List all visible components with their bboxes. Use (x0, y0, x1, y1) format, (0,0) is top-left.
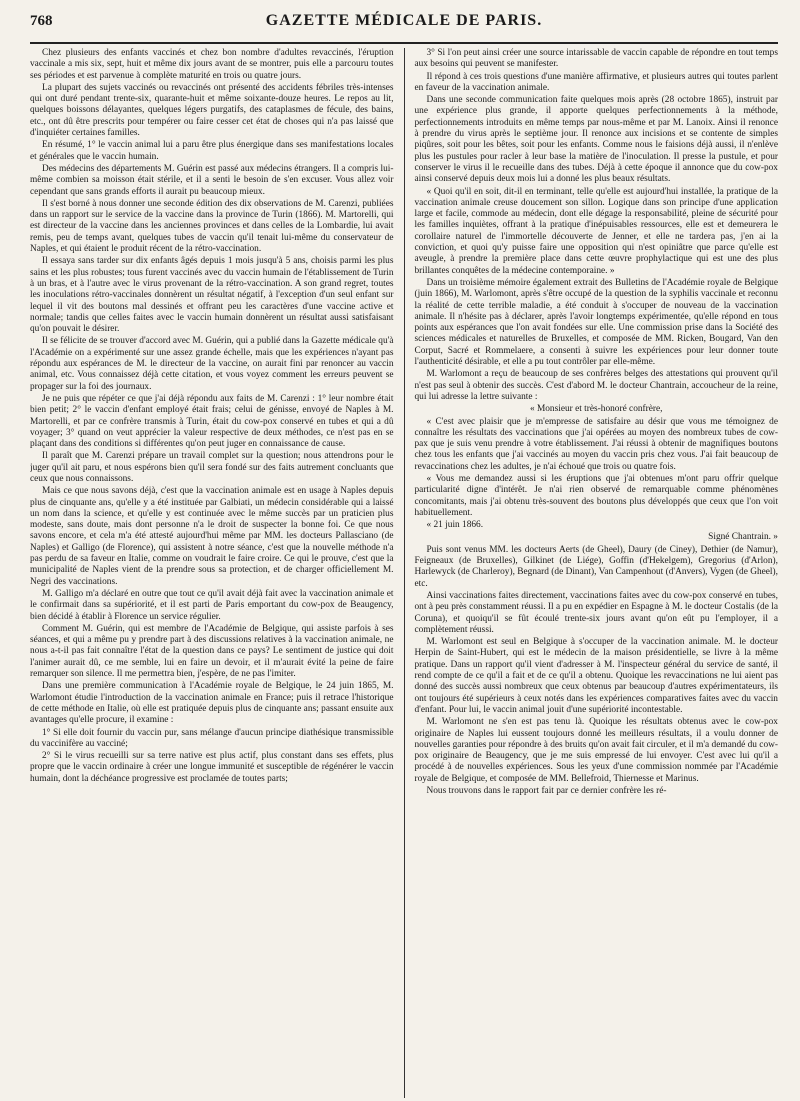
left-paragraph: 1° Si elle doit fournir du vaccin pur, sans mélange d'aucun principe diathésique transmissible du vaccinifère au vacciné; (30, 727, 394, 749)
left-paragraph: En résumé, 1° le vaccin animal lui a paru être plus énergique dans ses manifestations locales et générales que le vaccin humain. (30, 140, 394, 162)
column-divider (404, 48, 405, 1098)
text-columns (30, 48, 778, 1098)
left-paragraph: Il s'est borné à nous donner une seconde édition des dix observations de M. Carenzi, publiées dans un rapport sur le service de la vaccine dans la province de Turin (1866). M. Martorelli, qui est directeur de la vaccine dans les anciennes provinces et dans celles de la Lombardie, lui avait remis, peu de temps avant, quelques tubes de vaccin qu'il tenait lui-même du conservateur de Naples, et qui étaient le produit récent de la rétro-vaccination. (30, 198, 394, 255)
right-column (414, 48, 778, 1098)
right-paragraph: « Monsieur et très-honoré confrère, (529, 404, 663, 415)
left-paragraph: Chez plusieurs des enfants vaccinés et chez bon nombre d'adultes revaccinés, l'éruption vaccinale a mis six, sept, huit et même dix jours avant de se montrer, puis elle a parcouru toutes ses périodes et est parvenue à complète maturité en trois ou quatre jours. (30, 48, 394, 81)
left-paragraph: Comment M. Guérin, qui est membre de l'Académie de Belgique, qui assiste parfois à ses séances, et qui a même pu y prendre part à des discussions relatives à la vaccination animale, ne nous a-t-il pas fait connaître l'état de la question dans ce pays? Le sentiment de justice qui doit l'animer aurait dû, ce me semble, lui en faire un devoir, et il m'aurait évité la peine de faire remarquer son silence. Il me permettra bien, j'espère, de ne pas l'imiter. (30, 623, 394, 680)
left-paragraph: Je ne puis que répéter ce que j'ai déjà répondu aux faits de M. Carenzi : 1° leur nombre était bien petit; 2° le vaccin d'enfant employé était frais; celui de génisse, envoyé de Naples à M. Martorelli, et par ce confrère transmis à Turin, était du cow-pox conservé en tubes et qui a dû voyager; 3° quand on veut apprécier la valeur respective de deux méthodes, ce n'est pas en se plaçant dans des conditions si différentes qu'on peut juger en connaissance de cause. (30, 393, 394, 450)
right-paragraph: « 21 juin 1866. (426, 520, 484, 531)
left-paragraph: M. Galligo m'a déclaré en outre que tout ce qu'il avait déjà fait avec la vaccination animale et le confirmait dans sa supériorité, et il est parti de Paris emportant du cow-pox de Beaugency, bien décidé à établir à Florence un service régulier. (30, 588, 394, 622)
right-paragraph: Nous trouvons dans le rapport fait par ce dernier confrère les ré- (426, 786, 667, 796)
right-paragraph: Dans une seconde communication faite quelques mois après (28 octobre 1865), instruit par une expérience plus grande, il apporte quelques perfectionnements à la méthode, perfectionnements introduits en même temps par nous-même et par M. Lanoix. Ainsi il renonce à prendre du virus après le septième jour. Il renonce aux incisions et se contente de simples piqûres, soit pour les bêtes, soit pour les enfants. Comme nous le faisions déjà aussi, il n'enlève plus les pustules pour racler à leur base la matière de l'inoculation. Il presse la pustule, et pour conserver le virus il le recueille dans des tubes. Déjà à cette époque il annonce que du cow-pox ainsi conservé depuis deux mois lui a donné les plus beaux résultats. (414, 95, 778, 185)
left-paragraph: Il essaya sans tarder sur dix enfants âgés depuis 1 mois jusqu'à 5 ans, choisis parmi les plus sains et les plus robustes; tous furent vaccinés avec du vaccin humain de l'établissement de Turin à un bras, et à l'autre avec le virus provenant de la rétro-vaccination. A son grand regret, toutes les inoculations rétro-vaccinales donnèrent un résultat négatif, à l'exception d'un seul enfant sur lequel il vit des boutons mal dessinés et offrant peu les caractères d'une vaccine active et normale; tandis que celles faites avec le vaccin humain donnèrent un résultat aussi satisfaisant qu'on pouvait le désirer. (30, 256, 394, 335)
right-paragraph: Il répond à ces trois questions d'une manière affirmative, et plusieurs autres qui toutes parlent en faveur de la vaccination animale. (414, 71, 778, 93)
right-paragraph: Signé Chantrain. » (708, 532, 778, 543)
left-column (30, 48, 394, 1098)
right-paragraph: « C'est avec plaisir que je m'empresse de satisfaire au désir que vous me témoignez de connaître les résultats des vaccinations que j'ai opérées au moyen des nombreux tubes de cow-pax que je suis venu prendre à votre établissement. J'ai réussi à obtenir de magnifiques boutons chez tous les enfants que j'ai vaccinés au moyen du vaccin pris chez vous. J'ai fait beaucoup de revaccinations chez les adultes, je n'ai échoué que trois ou quatre fois. (414, 416, 778, 472)
left-paragraph: 2° Si le virus recueilli sur sa terre native est plus actif, plus constant dans ses effets, plus propre que le vaccin ordinaire à créer une longue immunité et susceptible de régénérer le vaccin humain, dont la déchéance progressive est proclamée de toutes parts; (30, 751, 394, 784)
left-paragraph: La plupart des sujets vaccinés ou revaccinés ont présenté des accidents fébriles très-intenses qui ont duré pendant trente-six, quarante-huit et même soixante-douze heures. Le repos au lit, quelques boissons délayantes, quelques légers purgatifs, des cataplasmes de fécule, des bains, etc., ont dû être prescrits pour tempérer ou faire cesser cet état de choses qui n'a pas laissé que d'inquiéter certaines familles. (30, 82, 394, 139)
right-paragraph: M. Warlomont ne s'en est pas tenu là. Quoique les résultats obtenus avec le cow-pox originaire de Naples lui eussent toujours donné les meilleurs résultats, il a voulu donner de nouvelles garanties pour répondre à des bruits qu'on avait fait circuler, et il m'a demandé du cow-pox originaire de Beaugency, que je me suis empressé de lui envoyer. C'est avec lui qu'il a procédé à de nouvelles expériences. Sous les yeux d'une commission nommée par l'Académie royale de Belgique, et composée de MM. Bellefroid, Thiernesse et Marinus. (414, 717, 778, 784)
right-paragraph: Dans un troisième mémoire également extrait des Bulletins de l'Académie royale de Belgique (juin 1866), M. Warlomont, après s'être occupé de la question de la syphilis vaccinale et reconnu la réalité de cette terrible maladie, a été conduit à s'occuper de nouveau de la vaccination animale. Il n'hésite pas à déclarer, après l'avoir longtemps expérimentée, qu'elle répond en tous points aux espérances que l'on avait fondées sur elle. Une commission prise dans la Société des sciences médicales et naturelles de Bruxelles, et composée de MM. Ricken, Bougard, Van den Corput, Sacré et Rommelaere, a consenti à suivre les expériences pour leur donner toute l'authenticité désirable, et elle a pu tout contrôler par elle-même. (414, 277, 778, 368)
left-paragraph: Il se félicite de se trouver d'accord avec M. Guérin, qui a publié dans la Gazette médicale qu'à l'Académie on a expérimenté sur une assez grande échelle, mais que les expériences n'ayant pas répondu aux espérances de M. le directeur de la vaccine, on aurait fini par renoncer au vaccin animal, etc. Vous connaissez déjà cette citation, et vous voyez comment les erreurs peuvent se propager sur la foi des journaux. (30, 336, 394, 392)
left-paragraph: Des médecins des départements M. Guérin est passé aux médecins étrangers. Il a compris lui-même combien sa moisson était stérile, et il a senti le besoin de s'en excuser. Vous allez voir cependant que sans grands efforts il aurait pu beaucoup mieux. (30, 163, 394, 197)
right-paragraph: Puis sont venus MM. les docteurs Aerts (de Gheel), Daury (de Ciney), Dethier (de Namur), Feigneaux (de Bruxelles), Gilkinet (de Liége), Goffin (d'Hekelgem), Gregorius (d'Arlon), Harlewyck (de Charleroy), Begnard (de Dinant), Van Campenhout (d'Anvers), Vygen (de Gheel), etc. (414, 544, 778, 589)
right-paragraph: M. Warlomont est seul en Belgique à s'occuper de la vaccination animale. M. le docteur Herpin de Saint-Hubert, qui est le médecin de la maison présidentielle, se livre à la même pratique. Dans un rapport qu'il vient d'adresser à M. l'inspecteur général du service de santé, il rend compte de ce qu'il a fait et de ce qu'il a obtenu. Quoique les revaccinations ne lui aient pas donné des succès aussi nombreux que ceux obtenus par beaucoup d'autres expérimentateurs, ils ont toujours été supérieurs à ceux notés dans les expériences comparatives faites avec du vaccin d'enfant. Pour lui, le vaccin animal jouit d'une supériorité incontestable. (414, 637, 778, 715)
left-paragraph: Dans une première communication à l'Académie royale de Belgique, le 24 juin 1865, M. Warlomont étudie l'introduction de la vaccination animale en France; puis il retrace l'historique de cette méthode en Italie, où elle est pratiquée depuis plus de cinquante ans; passant ensuite aux avantages qu'elle procure, il examine : (30, 681, 394, 726)
page-number: 768 (30, 13, 53, 29)
journal-title: GAZETTE MÉDICALE DE PARIS. (265, 12, 543, 29)
left-paragraph: Il paraît que M. Carenzi prépare un travail complet sur la question; nous attendrons pour le juger qu'il ait paru, et nous espérons bien qu'il sera fondé sur des faits autrement concluants que ceux que nous connaissons. (30, 451, 394, 484)
right-paragraph: 3° Si l'on peut ainsi créer une source intarissable de vaccin capable de répondre en tout temps aux besoins qui peuvent se manifester. (414, 48, 778, 70)
left-paragraph: Mais ce que nous savons déjà, c'est que la vaccination animale est en usage à Naples depuis plus de cinquante ans, qu'elle y a été instituée par Galbiati, un médecin considérable qui a laissé un nom dans la science, et qu'elle y est continuée avec le même succès par un praticien plus modeste, sans doute, mais dont personne n'a le droit de suspecter la bonne foi. Ce que nous savons encore, et cela m'a été attesté aujourd'hui même par MM. les docteurs Pallasciano (de Naples) et Galligo (de Florence), qui assistent à notre séance, c'est que la nouvelle méthode n'a pas perdu de sa faveur en Italie, comme on voudrait le faire croire. Ce qui le prouve, c'est que la municipalité de Naples vient de la prendre sous sa protection, et de charger officiellement M. Negri des vaccinations. (30, 486, 394, 587)
right-paragraph: M. Warlomont a reçu de beaucoup de ses confrères belges des attestations qui prouvent qu'il n'est pas seul à obtenir des succès. C'est d'abord M. le docteur Chantrain, accoucheur de la reine, qui lui adresse la lettre suivante : (414, 369, 778, 402)
right-paragraph: « Vous me demandez aussi si les éruptions que j'ai obtenues m'ont paru offrir quelque particularité digne d'intérêt. Je n'ai rien observé de remarquable comme phénomènes concomitants, mais j'ai obtenu très-souvent des boutons plus développés que ceux que l'on voit habituellement. (414, 473, 778, 518)
page-header (30, 12, 778, 44)
right-paragraph: « Quoi qu'il en soit, dit-il en terminant, telle qu'elle est aujourd'hui installée, la pratique de la vaccination animale creuse doucement son sillon. Logique dans son principe d'une application large et facile, commode au médecin, dont elle dégage la responsabilité, pleine de sécurité pour les familles inquiètes, offrant à la pratique d'inépuisables ressources, elle est et demeurera le corollaire naturel de l'immortelle découverte de Jenner, et elle ne tardera pas, j'en ai la conviction, et quoi qu'y puisse faire une opposition qui n'est opiniâtre que parce qu'elle est aveugle, à prendre la première place dans cette œuvre prophylactique qui est une des plus brillantes conquêtes de la médecine contemporaine. » (414, 186, 778, 276)
right-paragraph: Ainsi vaccinations faites directement, vaccinations faites avec du cow-pox conservé en tubes, ont à peu près constamment réussi. Il a pu en expédier en Espagne à M. le docteur Costalis (de la Coruna), et quoiqu'il se fût écoulé trente-six jours avant qu'on eût pu l'employer, il a complètement réussi. (414, 590, 778, 635)
